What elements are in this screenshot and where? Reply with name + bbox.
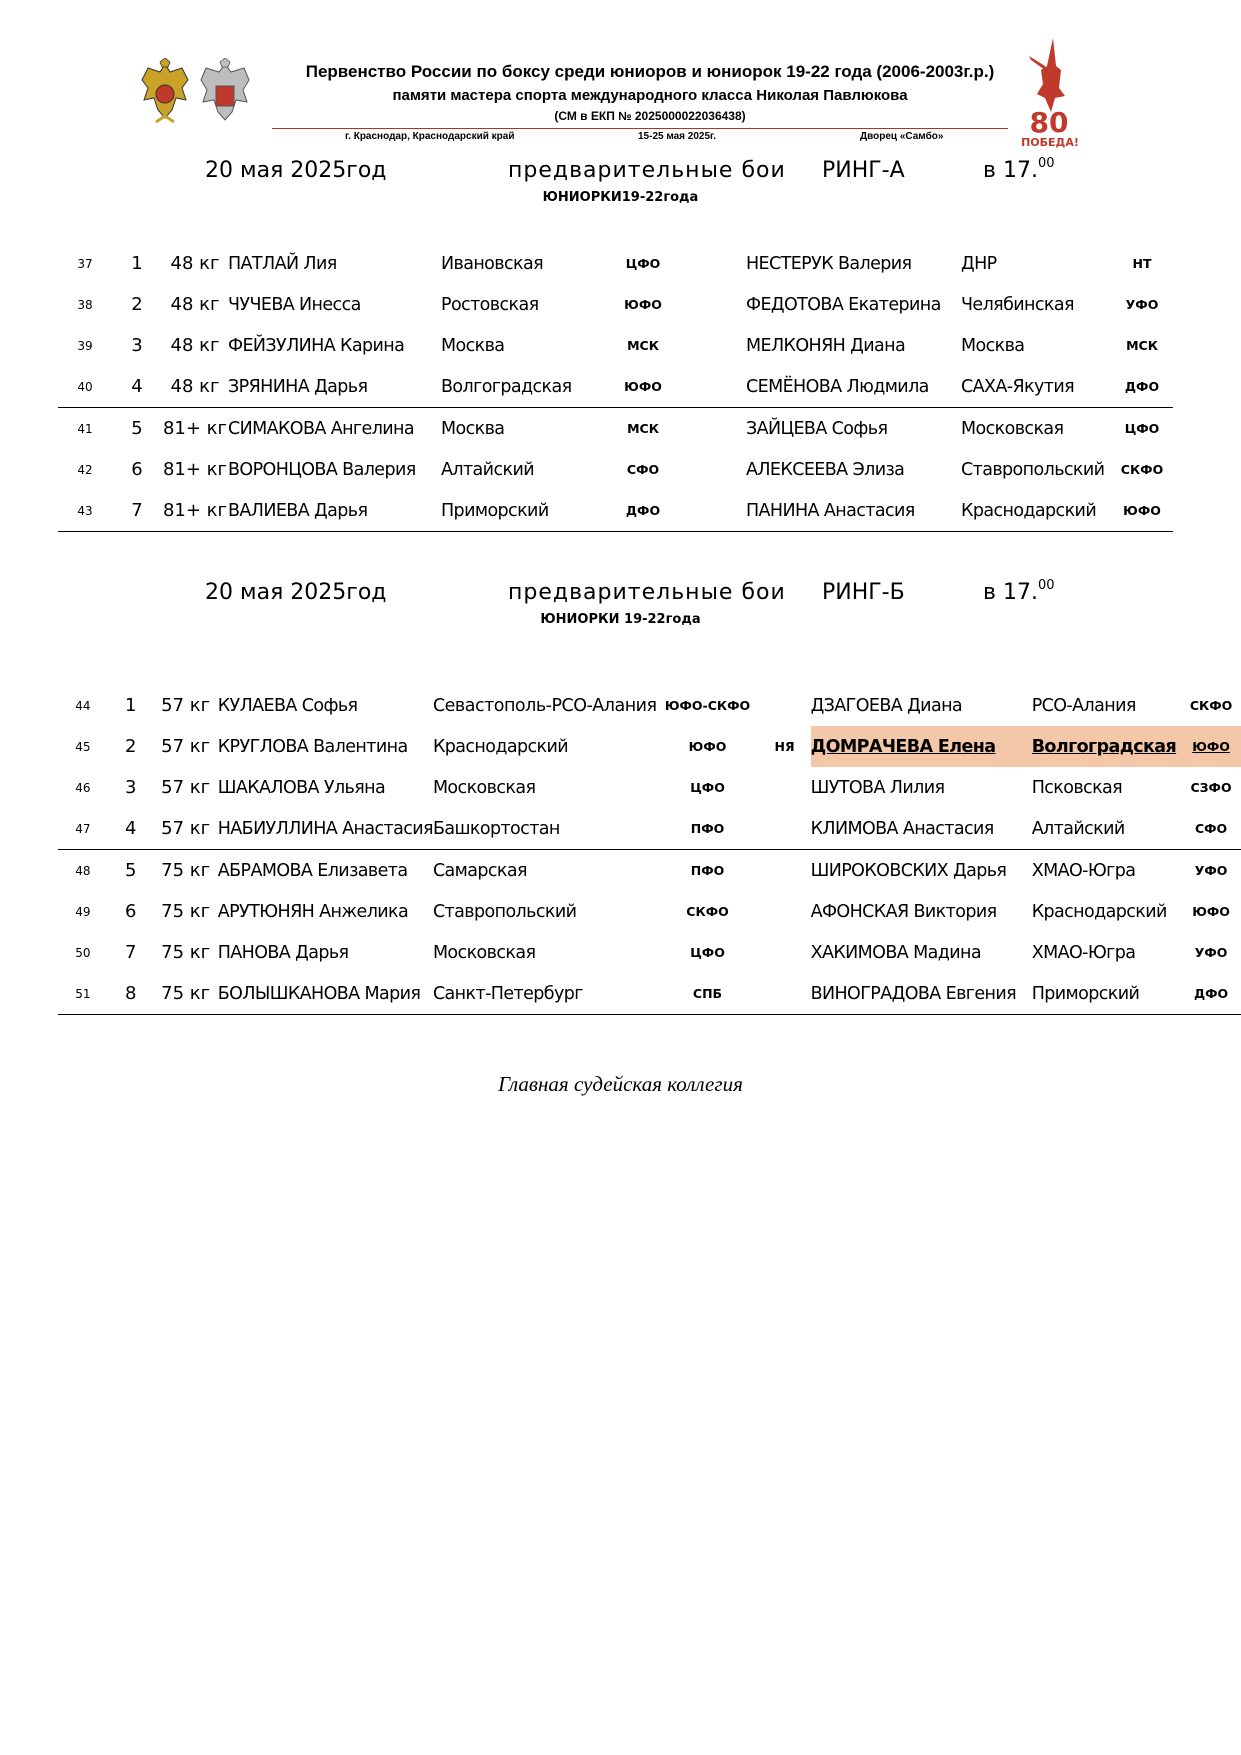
result-mark [693,325,746,366]
red-corner-region: СКФО [686,904,729,919]
bout-number: 38 [77,297,93,312]
red-corner-region: СПБ [657,973,759,1015]
red-corner-region: ЦФО [625,256,661,271]
weight-class: 57 кг [161,818,211,839]
blue-corner-region: УФО [1194,945,1228,960]
weight-class: 48 кг [170,335,220,356]
blue-corner-club: ХМАО-Югра [1031,942,1136,963]
red-corner-club: Санкт-Петербург [433,973,657,1015]
result-mark [693,243,746,284]
pair-number: 4 [124,818,137,839]
section-stage: предварительные бои [508,580,786,605]
pair-number: 6 [131,459,143,480]
red-corner-name: ЗРЯНИНА Дарья [228,376,368,397]
bout-number: 46 [75,780,91,795]
result-mark [759,891,811,932]
weight-class: 48 кг [170,376,220,397]
weight-class: 57 кг [161,736,211,757]
bout-number: 50 [75,945,91,960]
blue-corner-name: ХАКИМОВА Мадина [810,942,981,963]
blue-corner-region: НТ [1132,256,1152,271]
bout-number: 37 [77,256,93,271]
red-corner-name: ПАТЛАЙ Лия [228,253,337,274]
bouts-rows-a [58,243,1173,532]
red-corner-name: ВОРОНЦОВА Валерия [228,459,416,480]
weight-class: 75 кг [161,901,211,922]
red-corner-name: АБРАМОВА Елизавета [218,850,433,892]
coat-of-arms-icon [136,58,194,128]
bout-row [58,973,1241,1015]
memorial-subtitle: памяти мастера спорта международного класса Николая Павлюкова [392,87,908,104]
result-mark [759,685,811,726]
blue-corner-name: МЕЛКОНЯН Диана [746,335,906,356]
red-corner-region: ЮФО-СКФО [664,698,751,713]
red-corner-region: ДФО [593,490,693,532]
red-corner-name: БОЛЫШКАНОВА Мария [218,973,433,1015]
pair-number: 3 [131,335,143,356]
red-corner-region: МСК [593,408,693,450]
blue-corner-name: ФЕДОТОВА Екатерина [746,294,941,315]
blue-corner-region: СКФО [1189,698,1233,713]
red-corner-name: АРУТЮНЯН Анжелика [217,901,409,922]
blue-corner-club: Московская [961,408,1111,450]
bout-number: 42 [77,462,93,477]
section-ring: РИНГ-А [822,158,905,183]
blue-corner-region: ДФО [1124,379,1160,394]
bout-number: 43 [58,490,112,532]
result-mark [693,449,746,490]
bouts-table-ring-a [58,243,1173,532]
ekp-number: (СМ в ЕКП № 2025000022036438) [554,109,746,123]
blue-corner-region: ЮФО [1192,904,1230,919]
bout-number: 40 [77,379,93,394]
bout-row [58,808,1241,850]
weight-class: 75 кг [154,973,218,1015]
section-stage: предварительные бои [508,158,786,183]
bout-number: 41 [58,408,112,450]
red-corner-name: ЧУЧЕВА Инесса [228,294,361,315]
blue-corner-club: Ставропольский [961,459,1105,480]
red-corner-club: Ивановская [441,253,544,274]
weight-class: 48 кг [170,253,220,274]
red-corner-region: СФО [626,462,660,477]
blue-corner-name: ШИРОКОВСКИХ Дарья [811,850,1032,892]
weight-class: 57 кг [161,777,211,798]
red-corner-club: Московская [432,777,536,798]
victory-80-logo [1015,36,1085,148]
bout-row [58,449,1173,490]
bout-row [58,490,1173,532]
red-corner-region: ЮФО [624,297,662,312]
blue-corner-club: РСО-Алания [1031,695,1136,716]
result-mark [759,767,811,808]
blue-corner-region: УФО [1125,297,1159,312]
blue-corner-club: Москва [961,335,1025,356]
blue-corner-name: СЕМЁНОВА Людмила [746,376,929,397]
blue-corner-name: АФОНСКАЯ Виктория [810,901,997,922]
bouts-rows-b [58,685,1241,1015]
event-venue: Дворец «Самбо» [860,131,944,142]
blue-corner-name: ЗАЙЦЕВА Софья [746,408,961,450]
result-mark [759,850,811,892]
blue-corner-club: Алтайский [1031,818,1125,839]
blue-corner-region: СКФО [1120,462,1164,477]
badge-text: ПОБЕДА! [1021,136,1079,148]
result-mark [693,284,746,325]
bout-row [58,726,1241,767]
weight-class: 81+ кг [162,459,228,480]
badge-number: 80 [1029,106,1069,139]
red-corner-name: СИМАКОВА Ангелина [228,408,441,450]
red-corner-club: Ростовская [441,294,539,315]
blue-corner-name: ВИНОГРАДОВА Евгения [811,973,1032,1015]
blue-corner-region: УФО [1181,850,1241,892]
section-time: в 17.00 [983,578,1055,605]
red-corner-name: ВАЛИЕВА Дарья [228,490,441,532]
red-corner-club: Башкортостан [432,818,560,839]
bout-row [58,325,1173,366]
red-corner-region: ПФО [690,821,725,836]
blue-corner-name: ПАНИНА Анастасия [746,490,961,532]
red-corner-club: Краснодарский [432,736,569,757]
red-corner-name: КРУГЛОВА Валентина [217,736,408,757]
bout-row [58,932,1241,973]
event-dates: 15-25 мая 2025г. [638,131,716,142]
judges-signature: Главная судейская коллегия [498,1072,743,1096]
pair-number: 2 [131,294,143,315]
pair-number: 5 [108,850,154,892]
blue-corner-club: САХА-Якутия [961,376,1075,397]
weight-class: 57 кг [161,695,211,716]
section-time: в 17.00 [983,156,1055,183]
blue-corner-name: ШУТОВА Лилия [810,777,945,798]
blue-corner-region: ДФО [1181,973,1241,1015]
blue-corner-region: ЦФО [1111,408,1173,450]
blue-corner-name: АЛЕКСЕЕВА Элиза [746,459,905,480]
blue-corner-name: КЛИМОВА Анастасия [810,818,994,839]
red-corner-club: Алтайский [441,459,534,480]
red-corner-region: ЦФО [690,945,725,960]
red-corner-club: Самарская [433,850,657,892]
red-corner-name: НАБИУЛЛИНА Анастасия [217,818,433,839]
weight-class: 75 кг [154,850,218,892]
weight-class: 48 кг [170,294,220,315]
weight-class: 75 кг [161,942,211,963]
header-divider [272,128,1008,129]
ministry-emblem-icon [196,58,254,128]
blue-corner-region: ЮФО [1181,726,1241,767]
blue-corner-club: Краснодарский [961,490,1111,532]
blue-corner-club: ХМАО-Югра [1032,850,1181,892]
red-corner-club: Москва [441,408,593,450]
blue-corner-name: НЕСТЕРУК Валерия [746,253,912,274]
bout-row [58,408,1173,450]
red-corner-name: КУЛАЕВА Софья [217,695,358,716]
blue-corner-name: ДЗАГОЕВА Диана [810,695,963,716]
section-a-header [0,158,1241,218]
section-date: 20 мая 2025год [205,580,387,605]
blue-corner-club: Челябинская [961,294,1074,315]
weight-class: 81+ кг [162,490,228,532]
result-mark: НЯ [774,739,795,754]
red-corner-name: ПАНОВА Дарья [217,942,349,963]
bout-number: 39 [77,338,93,353]
red-corner-club: Севастополь-РСО-Алания [432,695,657,716]
blue-corner-club: Приморский [1032,973,1181,1015]
blue-corner-club: Краснодарский [1031,901,1167,922]
result-mark [759,808,811,850]
pair-number: 5 [112,408,162,450]
bout-number: 44 [75,698,91,713]
red-corner-region: ЮФО [688,739,727,754]
section-date: 20 мая 2025год [205,158,387,183]
page-header [0,0,1241,150]
blue-corner-region: МСК [1126,338,1158,353]
blue-corner-name: ДОМРАЧЕВА Елена [811,726,1032,767]
red-corner-region: ЮФО [624,379,662,394]
bout-row [58,685,1241,726]
result-mark [759,973,811,1015]
bout-row [58,891,1241,932]
result-mark [759,932,811,973]
bouts-table-ring-b [58,685,1241,1015]
bout-number: 47 [75,821,91,836]
event-location: г. Краснодар, Краснодарский край [345,131,515,142]
pair-number: 2 [124,736,137,757]
section-b-header [0,580,1241,640]
championship-title: Первенство России по боксу среди юниоров и юниорок 19-22 года (2006-2003г.р.) [305,62,995,81]
bout-number: 49 [75,904,91,919]
bout-number: 48 [58,850,108,892]
bout-number: 51 [58,973,108,1015]
pair-number: 8 [108,973,154,1015]
pair-number: 7 [112,490,162,532]
section-category: ЮНИОРКИ19-22года [542,190,699,205]
pair-number: 7 [124,942,137,963]
result-mark [693,366,746,408]
result-mark [693,408,746,450]
bout-row [58,243,1173,284]
bout-row [58,284,1173,325]
weight-class: 81+ кг [162,408,228,450]
red-corner-club: Москва [441,335,505,356]
section-ring: РИНГ-Б [822,580,905,605]
bout-row [58,850,1241,892]
blue-corner-region: СЗФО [1190,780,1232,795]
pair-number: 6 [124,901,137,922]
result-mark [693,490,746,532]
pair-number: 1 [131,253,143,274]
red-corner-region: ПФО [657,850,759,892]
bout-row [58,767,1241,808]
red-corner-region: МСК [627,338,659,353]
red-corner-club: Ставропольский [432,901,577,922]
pair-number: 3 [124,777,137,798]
red-corner-name: ШАКАЛОВА Ульяна [217,777,386,798]
blue-corner-region: СФО [1194,821,1228,836]
bout-number: 45 [75,739,91,754]
blue-corner-club: Волгоградская [1032,726,1181,767]
red-corner-club: Волгоградская [441,376,572,397]
pair-number: 4 [131,376,143,397]
bout-row [58,366,1173,408]
blue-corner-region: ЮФО [1111,490,1173,532]
red-corner-club: Приморский [441,490,593,532]
red-corner-name: ФЕЙЗУЛИНА Карина [228,335,405,356]
red-corner-club: Московская [432,942,536,963]
blue-corner-club: Псковская [1031,777,1123,798]
pair-number: 1 [124,695,137,716]
section-category: ЮНИОРКИ 19-22года [540,612,701,627]
red-corner-region: ЦФО [690,780,725,795]
blue-corner-club: ДНР [961,253,997,274]
